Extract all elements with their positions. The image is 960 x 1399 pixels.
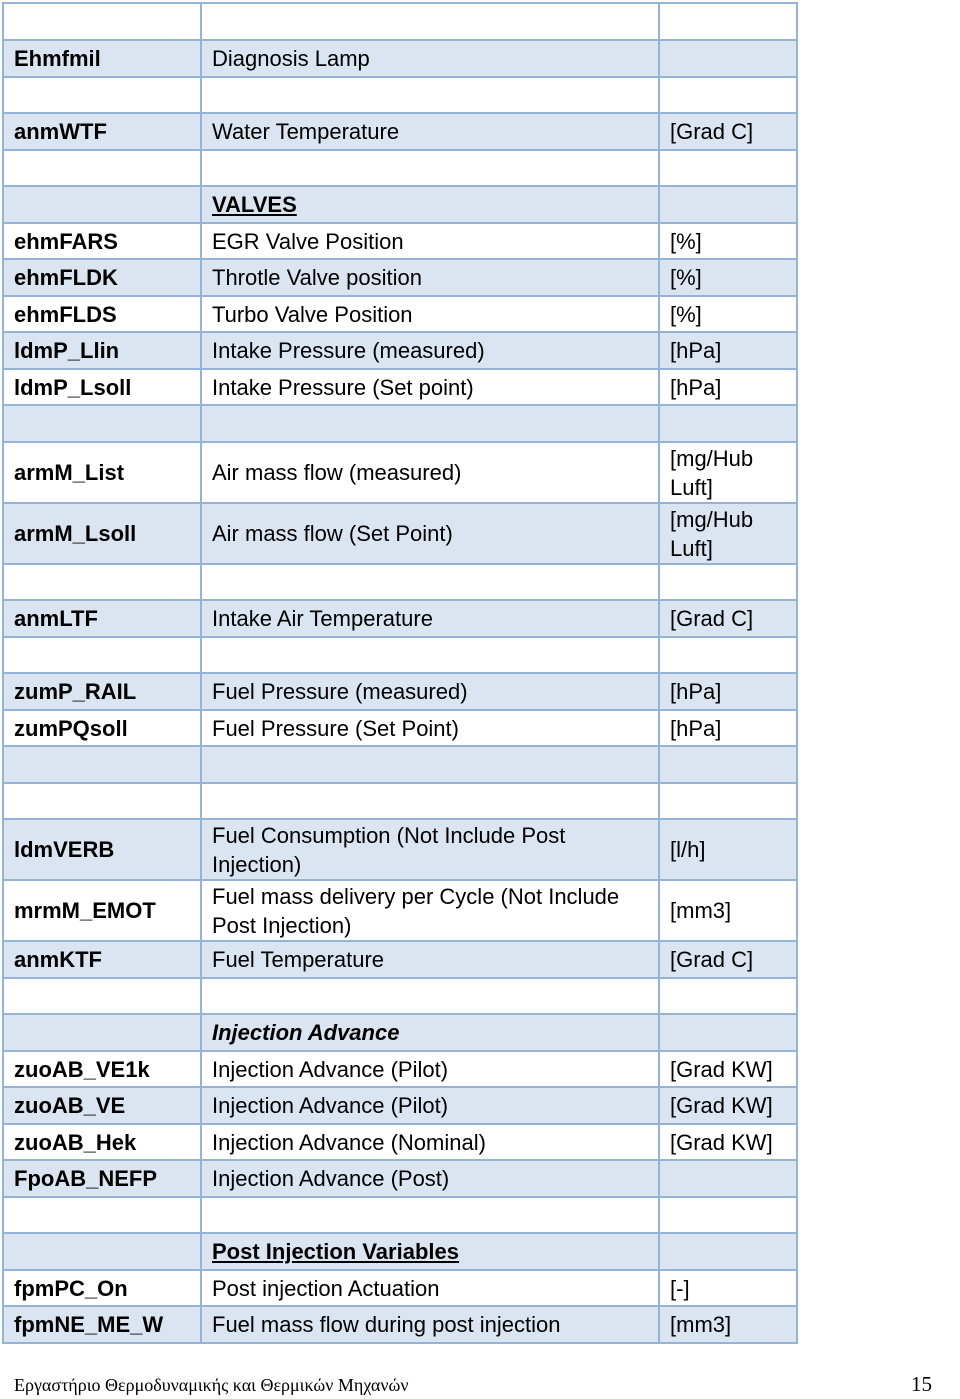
variable-code-cell: zuoAB_VE1k bbox=[3, 1051, 201, 1087]
unit-cell bbox=[659, 746, 797, 783]
description-cell: Intake Pressure (Set point) bbox=[201, 369, 659, 405]
unit-cell: [l/h] bbox=[659, 819, 797, 880]
table-row bbox=[3, 259, 797, 296]
table-row bbox=[3, 1051, 797, 1087]
unit-cell: [mm3] bbox=[659, 880, 797, 941]
variable-code-cell bbox=[3, 564, 201, 600]
description-cell: Injection Advance (Pilot) bbox=[201, 1051, 659, 1087]
table-row bbox=[3, 296, 797, 332]
description-cell: Air mass flow (measured) bbox=[201, 442, 659, 503]
description-cell bbox=[201, 978, 659, 1014]
description-cell: Diagnosis Lamp bbox=[201, 40, 659, 77]
table-row bbox=[3, 150, 797, 186]
description-cell: Fuel Pressure (measured) bbox=[201, 673, 659, 710]
variable-code-cell bbox=[3, 150, 201, 186]
description-cell: Intake Air Temperature bbox=[201, 600, 659, 637]
variable-code-cell bbox=[3, 746, 201, 783]
table-row bbox=[3, 1014, 797, 1051]
variable-code-cell: Ehmfmil bbox=[3, 40, 201, 77]
unit-cell bbox=[659, 1233, 797, 1270]
description-cell bbox=[201, 746, 659, 783]
unit-cell: [Grad KW] bbox=[659, 1124, 797, 1160]
unit-cell bbox=[659, 3, 797, 40]
unit-cell bbox=[659, 1014, 797, 1051]
variable-code-cell: ehmFLDK bbox=[3, 259, 201, 296]
unit-cell: [Grad C] bbox=[659, 600, 797, 637]
table-row bbox=[3, 978, 797, 1014]
description-cell: Turbo Valve Position bbox=[201, 296, 659, 332]
table-row bbox=[3, 1160, 797, 1197]
variable-code-cell bbox=[3, 1197, 201, 1233]
page-number: 15 bbox=[911, 1372, 932, 1396]
unit-cell bbox=[659, 783, 797, 819]
unit-cell: [Grad KW] bbox=[659, 1051, 797, 1087]
variable-code-cell: ldmVERB bbox=[3, 819, 201, 880]
variable-code-cell bbox=[3, 1233, 201, 1270]
description-cell: Intake Pressure (measured) bbox=[201, 332, 659, 369]
table-row bbox=[3, 941, 797, 978]
variable-code-cell: armM_Lsoll bbox=[3, 503, 201, 564]
table-row bbox=[3, 600, 797, 637]
unit-cell: [%] bbox=[659, 259, 797, 296]
unit-cell: [hPa] bbox=[659, 332, 797, 369]
description-cell: Air mass flow (Set Point) bbox=[201, 503, 659, 564]
description-cell: Fuel Consumption (Not Include Post Injection) bbox=[201, 819, 659, 880]
variable-code-cell bbox=[3, 783, 201, 819]
table-row bbox=[3, 637, 797, 673]
unit-cell: [hPa] bbox=[659, 710, 797, 746]
variables-table-body bbox=[3, 3, 797, 1343]
table-row bbox=[3, 1124, 797, 1160]
table-row bbox=[3, 1270, 797, 1306]
table-row bbox=[3, 710, 797, 746]
description-cell: Injection Advance (Pilot) bbox=[201, 1087, 659, 1124]
variable-code-cell: anmLTF bbox=[3, 600, 201, 637]
variables-table bbox=[2, 2, 798, 1344]
unit-cell: [Grad C] bbox=[659, 941, 797, 978]
description-cell bbox=[201, 150, 659, 186]
table-row bbox=[3, 369, 797, 405]
unit-cell bbox=[659, 186, 797, 223]
variable-code-cell: anmKTF bbox=[3, 941, 201, 978]
variable-code-cell: fpmNE_ME_W bbox=[3, 1306, 201, 1343]
table-row bbox=[3, 1306, 797, 1343]
unit-cell: [mm3] bbox=[659, 1306, 797, 1343]
description-cell bbox=[201, 1197, 659, 1233]
table-row bbox=[3, 1197, 797, 1233]
unit-cell: [-] bbox=[659, 1270, 797, 1306]
unit-cell bbox=[659, 564, 797, 600]
unit-cell bbox=[659, 150, 797, 186]
description-cell: Injection Advance (Nominal) bbox=[201, 1124, 659, 1160]
unit-cell: [hPa] bbox=[659, 673, 797, 710]
variable-code-cell: anmWTF bbox=[3, 113, 201, 150]
unit-cell: [Grad C] bbox=[659, 113, 797, 150]
description-cell: Post Injection Variables bbox=[201, 1233, 659, 1270]
table-row bbox=[3, 3, 797, 40]
unit-cell: [mg/Hub Luft] bbox=[659, 442, 797, 503]
table-row bbox=[3, 1233, 797, 1270]
unit-cell: [hPa] bbox=[659, 369, 797, 405]
variable-code-cell: zumPQsoll bbox=[3, 710, 201, 746]
table-row bbox=[3, 503, 797, 564]
table-row bbox=[3, 673, 797, 710]
table-row bbox=[3, 113, 797, 150]
description-cell: Post injection Actuation bbox=[201, 1270, 659, 1306]
variable-code-cell: ldmP_Lsoll bbox=[3, 369, 201, 405]
unit-cell: [Grad KW] bbox=[659, 1087, 797, 1124]
table-row bbox=[3, 819, 797, 880]
description-cell: Fuel Pressure (Set Point) bbox=[201, 710, 659, 746]
variable-code-cell: ehmFARS bbox=[3, 223, 201, 259]
table-row bbox=[3, 880, 797, 941]
variable-code-cell bbox=[3, 405, 201, 442]
description-cell: Injection Advance (Post) bbox=[201, 1160, 659, 1197]
variable-code-cell: mrmM_EMOT bbox=[3, 880, 201, 941]
description-cell: Throtle Valve position bbox=[201, 259, 659, 296]
variable-code-cell: ldmP_Llin bbox=[3, 332, 201, 369]
unit-cell: [%] bbox=[659, 223, 797, 259]
variable-code-cell: fpmPC_On bbox=[3, 1270, 201, 1306]
unit-cell bbox=[659, 978, 797, 1014]
description-cell: Injection Advance bbox=[201, 1014, 659, 1051]
unit-cell bbox=[659, 1160, 797, 1197]
variable-code-cell: zumP_RAIL bbox=[3, 673, 201, 710]
table-row bbox=[3, 405, 797, 442]
variable-code-cell: armM_List bbox=[3, 442, 201, 503]
variable-code-cell: ehmFLDS bbox=[3, 296, 201, 332]
description-cell bbox=[201, 564, 659, 600]
description-cell bbox=[201, 405, 659, 442]
table-row bbox=[3, 332, 797, 369]
unit-cell bbox=[659, 637, 797, 673]
description-cell bbox=[201, 3, 659, 40]
unit-cell bbox=[659, 40, 797, 77]
variable-code-cell: zuoAB_VE bbox=[3, 1087, 201, 1124]
description-cell bbox=[201, 637, 659, 673]
unit-cell: [mg/Hub Luft] bbox=[659, 503, 797, 564]
description-cell bbox=[201, 783, 659, 819]
description-cell: Fuel mass flow during post injection bbox=[201, 1306, 659, 1343]
description-cell: Water Temperature bbox=[201, 113, 659, 150]
unit-cell bbox=[659, 77, 797, 113]
table-row bbox=[3, 1087, 797, 1124]
variable-code-cell: zuoAB_Hek bbox=[3, 1124, 201, 1160]
description-cell: EGR Valve Position bbox=[201, 223, 659, 259]
variable-code-cell: FpoAB_NEFP bbox=[3, 1160, 201, 1197]
table-row bbox=[3, 186, 797, 223]
variable-code-cell bbox=[3, 978, 201, 1014]
description-cell bbox=[201, 77, 659, 113]
table-row bbox=[3, 77, 797, 113]
variable-code-cell bbox=[3, 77, 201, 113]
description-cell: Fuel Temperature bbox=[201, 941, 659, 978]
description-cell: Fuel mass delivery per Cycle (Not Include Post Injection) bbox=[201, 880, 659, 941]
table-row bbox=[3, 223, 797, 259]
footer-lab-name: Εργαστήριο Θερμοδυναμικής και Θερμικών Μηχανών bbox=[14, 1375, 409, 1395]
variable-code-cell bbox=[3, 637, 201, 673]
variable-code-cell bbox=[3, 1014, 201, 1051]
table-row bbox=[3, 564, 797, 600]
variable-code-cell bbox=[3, 3, 201, 40]
unit-cell bbox=[659, 405, 797, 442]
description-cell: VALVES bbox=[201, 186, 659, 223]
unit-cell: [%] bbox=[659, 296, 797, 332]
variable-code-cell bbox=[3, 186, 201, 223]
table-row bbox=[3, 783, 797, 819]
table-row bbox=[3, 746, 797, 783]
table-row bbox=[3, 442, 797, 503]
unit-cell bbox=[659, 1197, 797, 1233]
table-row bbox=[3, 40, 797, 77]
